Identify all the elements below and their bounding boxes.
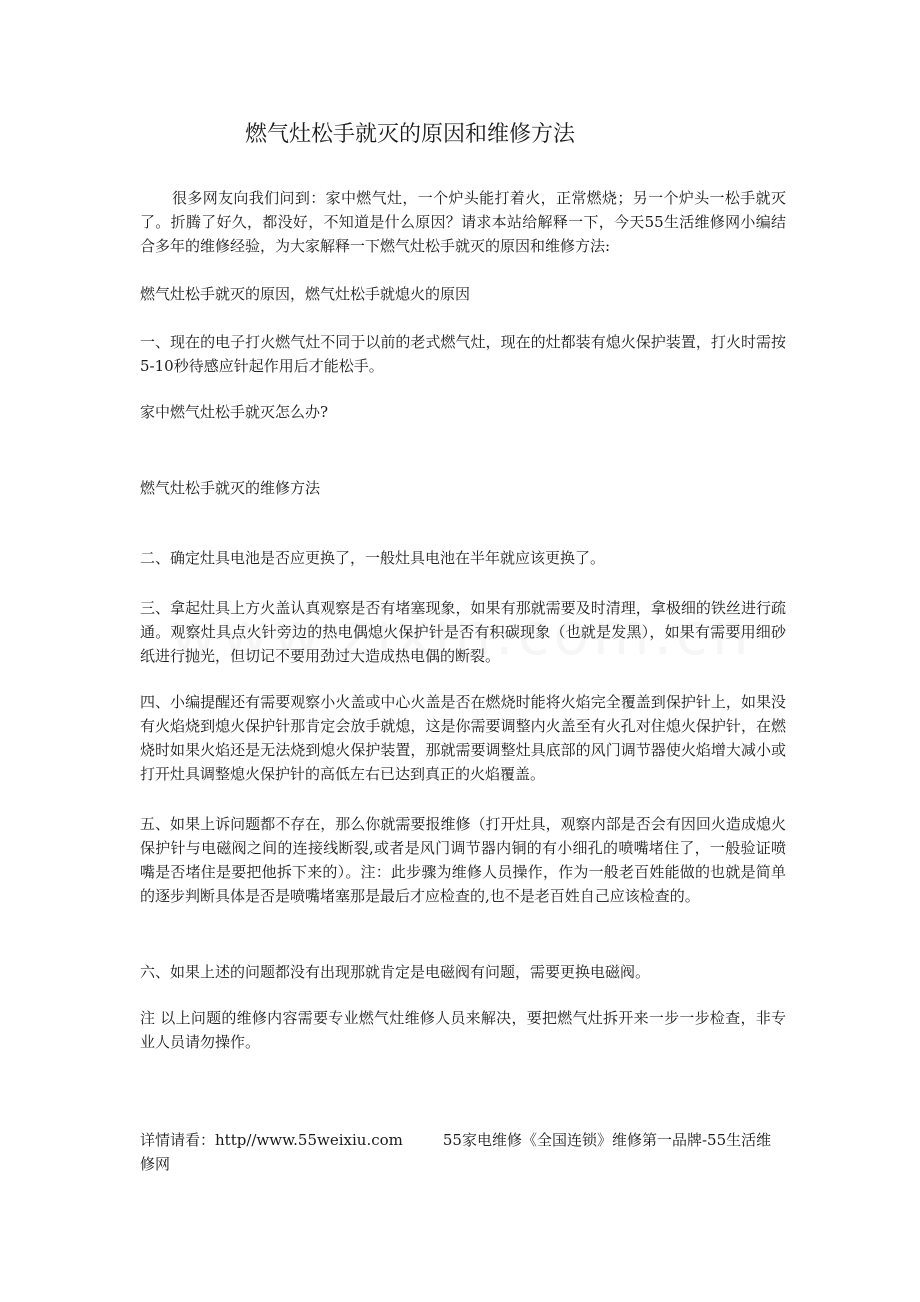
note-paragraph: 注 以上问题的维修内容需要专业燃气灶维修人员来解决，要把燃气灶拆开来一步一步检查，非专业人员请勿操作。 xyxy=(140,1009,786,1051)
footer xyxy=(140,1128,786,1176)
item-1: 一、现在的电子打火燃气灶不同于以前的老式燃气灶，现在的灶都装有熄火保护装置，打火时需按5-10秒待感应针起作用后才能松手。 xyxy=(140,333,786,375)
item-5: 五、如果上诉问题都不存在，那么你就需要报维修（打开灶具，观察内部是否会有因回火造成熄火保护针与电磁阀之间的连接线断裂,或者是风门调节器内铜的有小细孔的喷嘴堵住了，一般验证喷嘴是否堵住是要把他拆下来的）。注：此步骤为维修人员操作，作为一般老百姓能做的也就是简单的逐步判断具体是否是喷嘴堵塞那是最后才应检查的,也不是老百姓自己应该检查的。 xyxy=(140,815,786,905)
item-4: 四、小编提醒还有需要观察小火盖或中心火盖是否在燃烧时能将火焰完全覆盖到保护针上，如果没有火焰烧到熄火保护针那肯定会放手就熄，这是你需要调整内火盖至有火孔对住熄火保护针，在燃烧时如果火焰还是无法烧到熄火保护装置，那就需要调整灶具底部的风门调节器使火焰增大减小或打开灶具调整熄火保护针的高低左右已达到真正的火焰覆盖。 xyxy=(140,693,786,783)
item-3: 三、拿起灶具上方火盖认真观察是否有堵塞现象，如果有那就需要及时清理，拿极细的铁丝进行疏通。观察灶具点火针旁边的热电偶熄火保护针是否有积碳现象（也就是发黑），如果有需要用细砂纸进行抛光，但切记不要用劲过大造成热电偶的断裂。 xyxy=(140,599,786,665)
heading-methods: 燃气灶松手就灭的维修方法 xyxy=(140,479,321,497)
page-title: 燃气灶松手就灭的原因和维修方法 xyxy=(245,122,576,147)
intro-paragraph: 很多网友向我们问到：家中燃气灶，一个炉头能打着火，正常燃烧；另一个炉头一松手就灭了。折腾了好久，都没好，不知道是什么原因？请求本站给解释一下，今天55生活维修网小编结合多年的维修经验，为大家解释一下燃气灶松手就灭的原因和维修方法: xyxy=(140,189,786,255)
question-heading: 家中燃气灶松手就灭怎么办? xyxy=(140,403,329,421)
item-6: 六、如果上述的问题都没有出现那就肯定是电磁阀有问题，需要更换电磁阀。 xyxy=(140,963,651,981)
item-2: 二、确定灶具电池是否应更换了，一般灶具电池在半年就应该更换了。 xyxy=(140,549,606,567)
footer-link[interactable]: 详情请看：http//www.55weixiu.com xyxy=(140,1131,403,1149)
footer-brand: 55家电维修《全国连锁》维修第一品牌-55生活维修网 xyxy=(140,1131,772,1173)
heading-causes: 燃气灶松手就灭的原因，燃气灶松手就熄火的原因 xyxy=(140,285,471,303)
